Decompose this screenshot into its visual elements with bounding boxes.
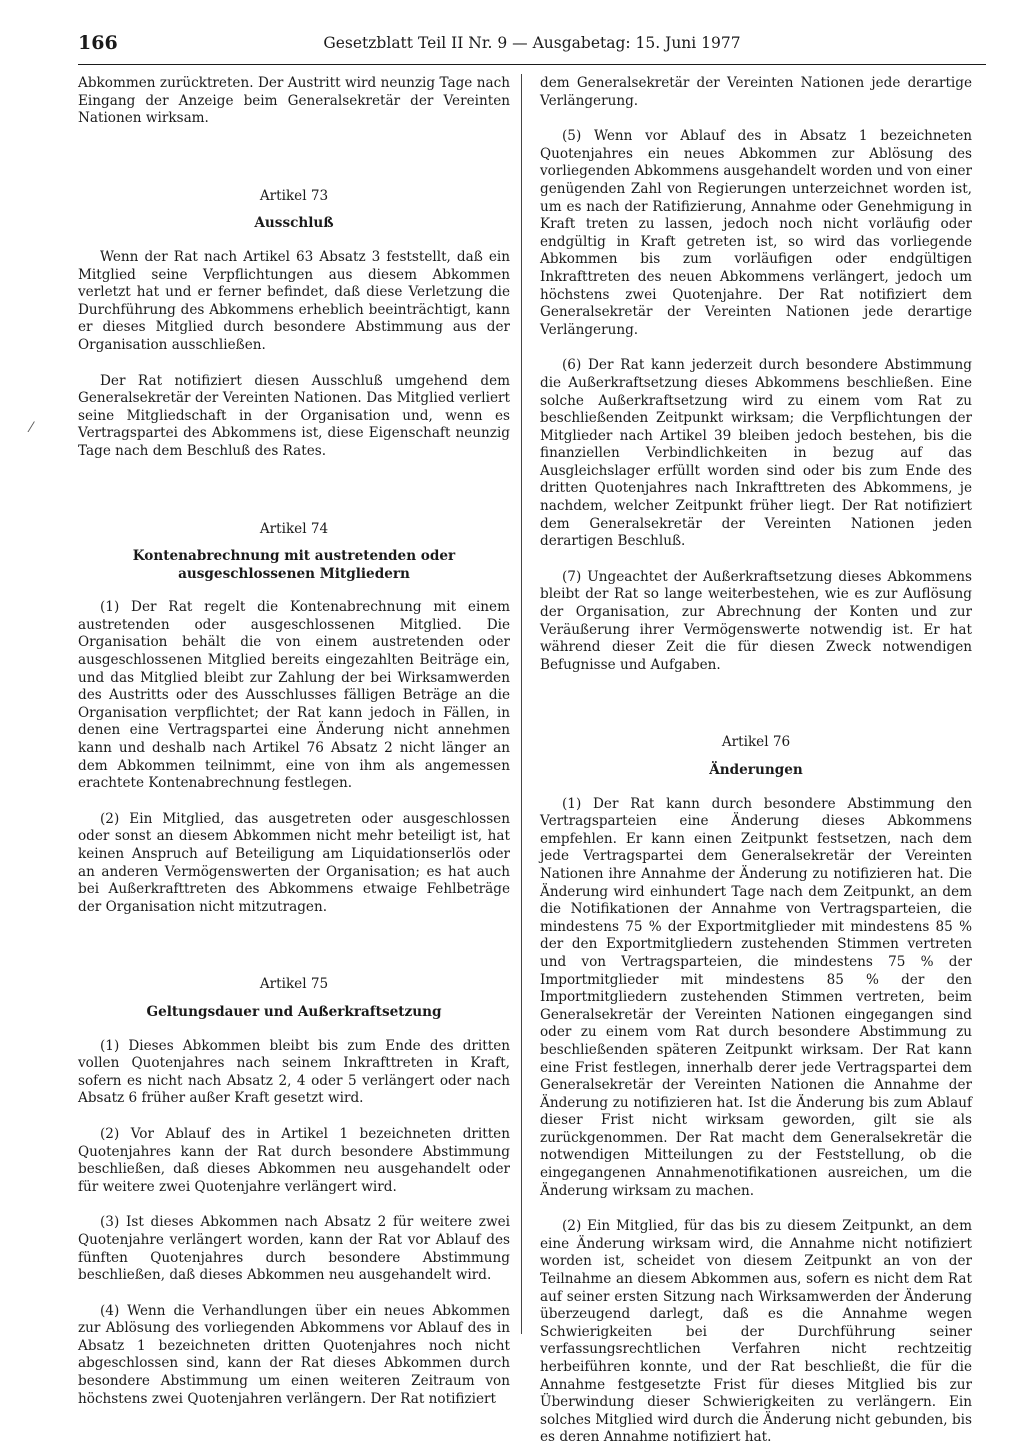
article-76-number: Artikel 76 [721, 734, 791, 751]
article-75-title: Geltungsdauer und Außerkraftsetzung [146, 1003, 442, 1020]
page-header [78, 30, 986, 65]
column-divider [521, 74, 522, 1334]
article-75-paragraph-5: (5) Wenn vor Ablauf des in Absatz 1 bezeichneten Quotenjahres ein neues Abkommen zur Ablösung des vorliegenden Abkommens ausgehandelt worden und von einer genügenden Zahl von Regierungen unterzeichnet worden ist, um es nach der Ratifizierung, Annahme oder Genehmigung in Kraft treten zu lassen, jedoch noch nicht vorläufig oder endgültig in Kraft getreten ist, so wird das vorliegende Abkommen bis zum vorläufigen oder endgültigen Inkrafttreten des neuen Abkommens verlängert, jedoch um höchstens zwei Quotenjahre. Der Rat notifiziert dem Generalsekretär der Vereinten Nationen jede derartige Verlängerung. [540, 128, 972, 338]
right-column [540, 75, 972, 1447]
margin-mark: ⁄ [30, 420, 33, 436]
article-76-paragraph-2: (2) Ein Mitglied, für das bis zu diesem Zeitpunkt, an dem eine Änderung wirksam wird, die Annahme nicht notifiziert worden ist, scheidet von diesem Zeitpunkt an von der Teilnahme an diesem Abkommen aus, sofern es nicht dem Rat auf seiner ersten Sitzung nach Wirksamwerden der Änderung überzeugend darlegt, daß es die Annahme wegen Schwierigkeiten bei der Durchführung seiner verfassungsrechtlichen Verfahren nicht rechtzeitig herbeiführen konnte, und der Rat beschließt, die für die Annahme festgesetzte Frist für dieses Mitglied bis zur Überwindung dieser Schwierigkeiten zu verlängern. Ein solches Mitglied wird durch die Änderung nicht gebunden, bis es deren Annahme notifiziert hat. [540, 1218, 972, 1446]
right-intro-paragraph: dem Generalsekretär der Vereinten Nationen jede derartige Verlängerung. [540, 75, 972, 109]
left-column [78, 75, 510, 1408]
article-74-paragraph-2: (2) Ein Mitglied, das ausgetreten oder ausgeschlossen oder sonst an diesem Abkommen nicht mehr beteiligt ist, hat keinen Anspruch auf Beteiligung am Liquidationserlös oder an anderen Vermögenswerten der Organisation; es hat auch bei Außerkrafttreten des Abkommens etwaige Fehlbeträge der Organisation nicht mitzutragen. [78, 810, 510, 915]
article-75-paragraph-4: (4) Wenn die Verhandlungen über ein neues Abkommen zur Ablösung des vorliegenden Abkommens vor Ablauf des in Absatz 1 bezeichneten dritten Quotenjahres noch nicht abgeschlossen sind, kann der Rat dieses Abkommen durch besondere Abstimmung um einen weiteren Zeitraum von höchstens zwei Quotenjahren verlängern. Der Rat notifiziert [78, 1302, 510, 1407]
article-75-paragraph-2: (2) Vor Ablauf des in Artikel 1 bezeichneten dritten Quotenjahres kann der Rat durch besondere Abstimmung beschließen, daß dieses Abkommen neu ausgehandelt oder für weitere zwei Quotenjahre verlängert wird. [78, 1125, 510, 1195]
article-73-number: Artikel 73 [259, 187, 329, 204]
article-73-title: Ausschluß [254, 215, 334, 232]
article-76-paragraph-1: (1) Der Rat kann durch besondere Abstimmung den Vertragsparteien eine Änderung dieses Abkommens empfehlen. Er kann einen Zeitpunkt festsetzen, nach dem jede Vertragspartei dem Generalsekretär der Vereinten Nationen ihre Annahme der Änderung zu notifizieren hat. Die Änderung wird einhundert Tage nach dem Zeitpunkt, an dem die Notifikationen der Annahme von Vertragsparteien, die mindestens 75 % der Exportmitglieder mit mindestens 85 % der den Exportmitgliedern zustehenden Stimmen vertreten und von Vertragsparteien, die mindestens 75 % der Importmitglieder mit mindestens 85 % der den Importmitgliedern zustehenden Stimmen vertreten, beim Generalsekretär der Vereinten Nationen eingegangen sind oder zu einem vom Rat durch besondere Abstimmung zu beschließenden späteren Zeitpunkt wirksam. Der Rat kann eine Frist festlegen, innerhalb derer jede Vertragspartei dem Generalsekretär der Vereinten Nationen die Annahme der Änderung zu notifizieren hat. Ist die Änderung bis zum Ablauf dieser Frist nicht wirksam geworden, gilt sie als zurückgenommen. Der Rat macht dem Generalsekretär die notwendigen Mitteilungen zu der Feststellung, ob die eingegangenen Annahmenotifikationen ausreichen, um die Änderung wirksam zu machen. [540, 795, 972, 1199]
article-76-title: Änderungen [709, 762, 803, 778]
page-number: 166 [78, 32, 118, 54]
article-74-number: Artikel 74 [259, 520, 329, 537]
article-75-paragraph-1: (1) Dieses Abkommen bleibt bis zum Ende des dritten vollen Quotenjahres nach seinem Inkrafttreten in Kraft, sofern es nicht nach Absatz 2, 4 oder 5 verlängert oder nach Absatz 6 früher außer Kraft gesetzt wird. [78, 1037, 510, 1107]
article-74-title-line-1: Kontenabrechnung mit austretenden oder [132, 548, 456, 565]
article-74-paragraph-1: (1) Der Rat regelt die Kontenabrechnung mit einem austretenden oder ausgeschlossenen Mitglied. Die Organisation behält die von einem austretenden oder ausgeschlossenen Mitglied bereits eingezahlten Beiträge ein, und das Mitglied bleibt zur Zahlung der bei Wirksamwerden des Austritts oder des Ausschlusses fälligen Beträge an die Organisation verpflichtet; der Rat kann jedoch in Fällen, in denen eine Vertragspartei eine Änderung nicht annehmen kann und deshalb nach Artikel 76 Absatz 2 nicht länger an dem Abkommen teilnimmt, eine von ihm als angemessen erachtete Kontenabrechnung festlegen. [78, 599, 510, 792]
article-75-paragraph-3: (3) Ist dieses Abkommen nach Absatz 2 für weitere zwei Quotenjahre verlängert worden, kann der Rat vor Ablauf des fünften Quotenjahres durch besondere Abstimmung beschließen, daß dieses Abkommen neu ausgehandelt wird. [78, 1214, 510, 1284]
article-73-paragraph-2: Der Rat notifiziert diesen Ausschluß umgehend dem Generalsekretär der Vereinten Nationen. Das Mitglied verliert seine Mitgliedschaft in der Organisation und, wenn es Vertragspartei des Abkommens ist, diese Eigenschaft neunzig Tage nach dem Beschluß des Rates. [78, 372, 510, 459]
article-75-paragraph-6: (6) Der Rat kann jederzeit durch besondere Abstimmung die Außerkraftsetzung dieses Abkommens beschließen. Eine solche Außerkraftsetzung wird zu einem vom Rat zu beschließenden Zeitpunkt wirksam; die Verpflichtungen der Mitglieder nach Artikel 39 bleiben jedoch bestehen, bis die finanziellen Verbindlichkeiten in bezug auf das Ausgleichslager erfüllt worden sind oder bis zum Ende des dritten Quotenjahres nach Inkrafttreten des Abkommens, je nachdem, welcher Zeitpunkt früher liegt. Der Rat notifiziert dem Generalsekretär der Vereinten Nationen jeden derartigen Beschluß. [540, 357, 972, 550]
article-75-paragraph-7: (7) Ungeachtet der Außerkraftsetzung dieses Abkommens bleibt der Rat so lange weiterbestehen, wie es zur Auflösung der Organisation, zur Abrechnung der Konten und zur Veräußerung ihrer Vermögenswerte notwendig ist. Er hat während dieser Zeit die für diesen Zweck notwendigen Befugnisse und Aufgaben. [540, 568, 972, 673]
running-title: Gesetzblatt Teil II Nr. 9 — Ausgabetag: 15. Juni 1977 [323, 34, 741, 52]
article-73-paragraph-1: Wenn der Rat nach Artikel 63 Absatz 3 feststellt, daß ein Mitglied seine Verpflichtungen aus diesem Abkommen verletzt hat und er ferner befindet, daß diese Verletzung die Durchführung des Abkommens erheblich beeinträchtigt, kann er dieses Mitglied durch besondere Abstimmung aus der Organisation ausschließen. [78, 248, 510, 353]
left-intro-paragraph: Abkommen zurücktreten. Der Austritt wird neunzig Tage nach Eingang der Anzeige beim Generalsekretär der Vereinten Nationen wirksam. [78, 75, 510, 127]
article-74-title-line-2: ausgeschlossenen Mitgliedern [178, 565, 410, 582]
article-75-number: Artikel 75 [259, 976, 329, 993]
